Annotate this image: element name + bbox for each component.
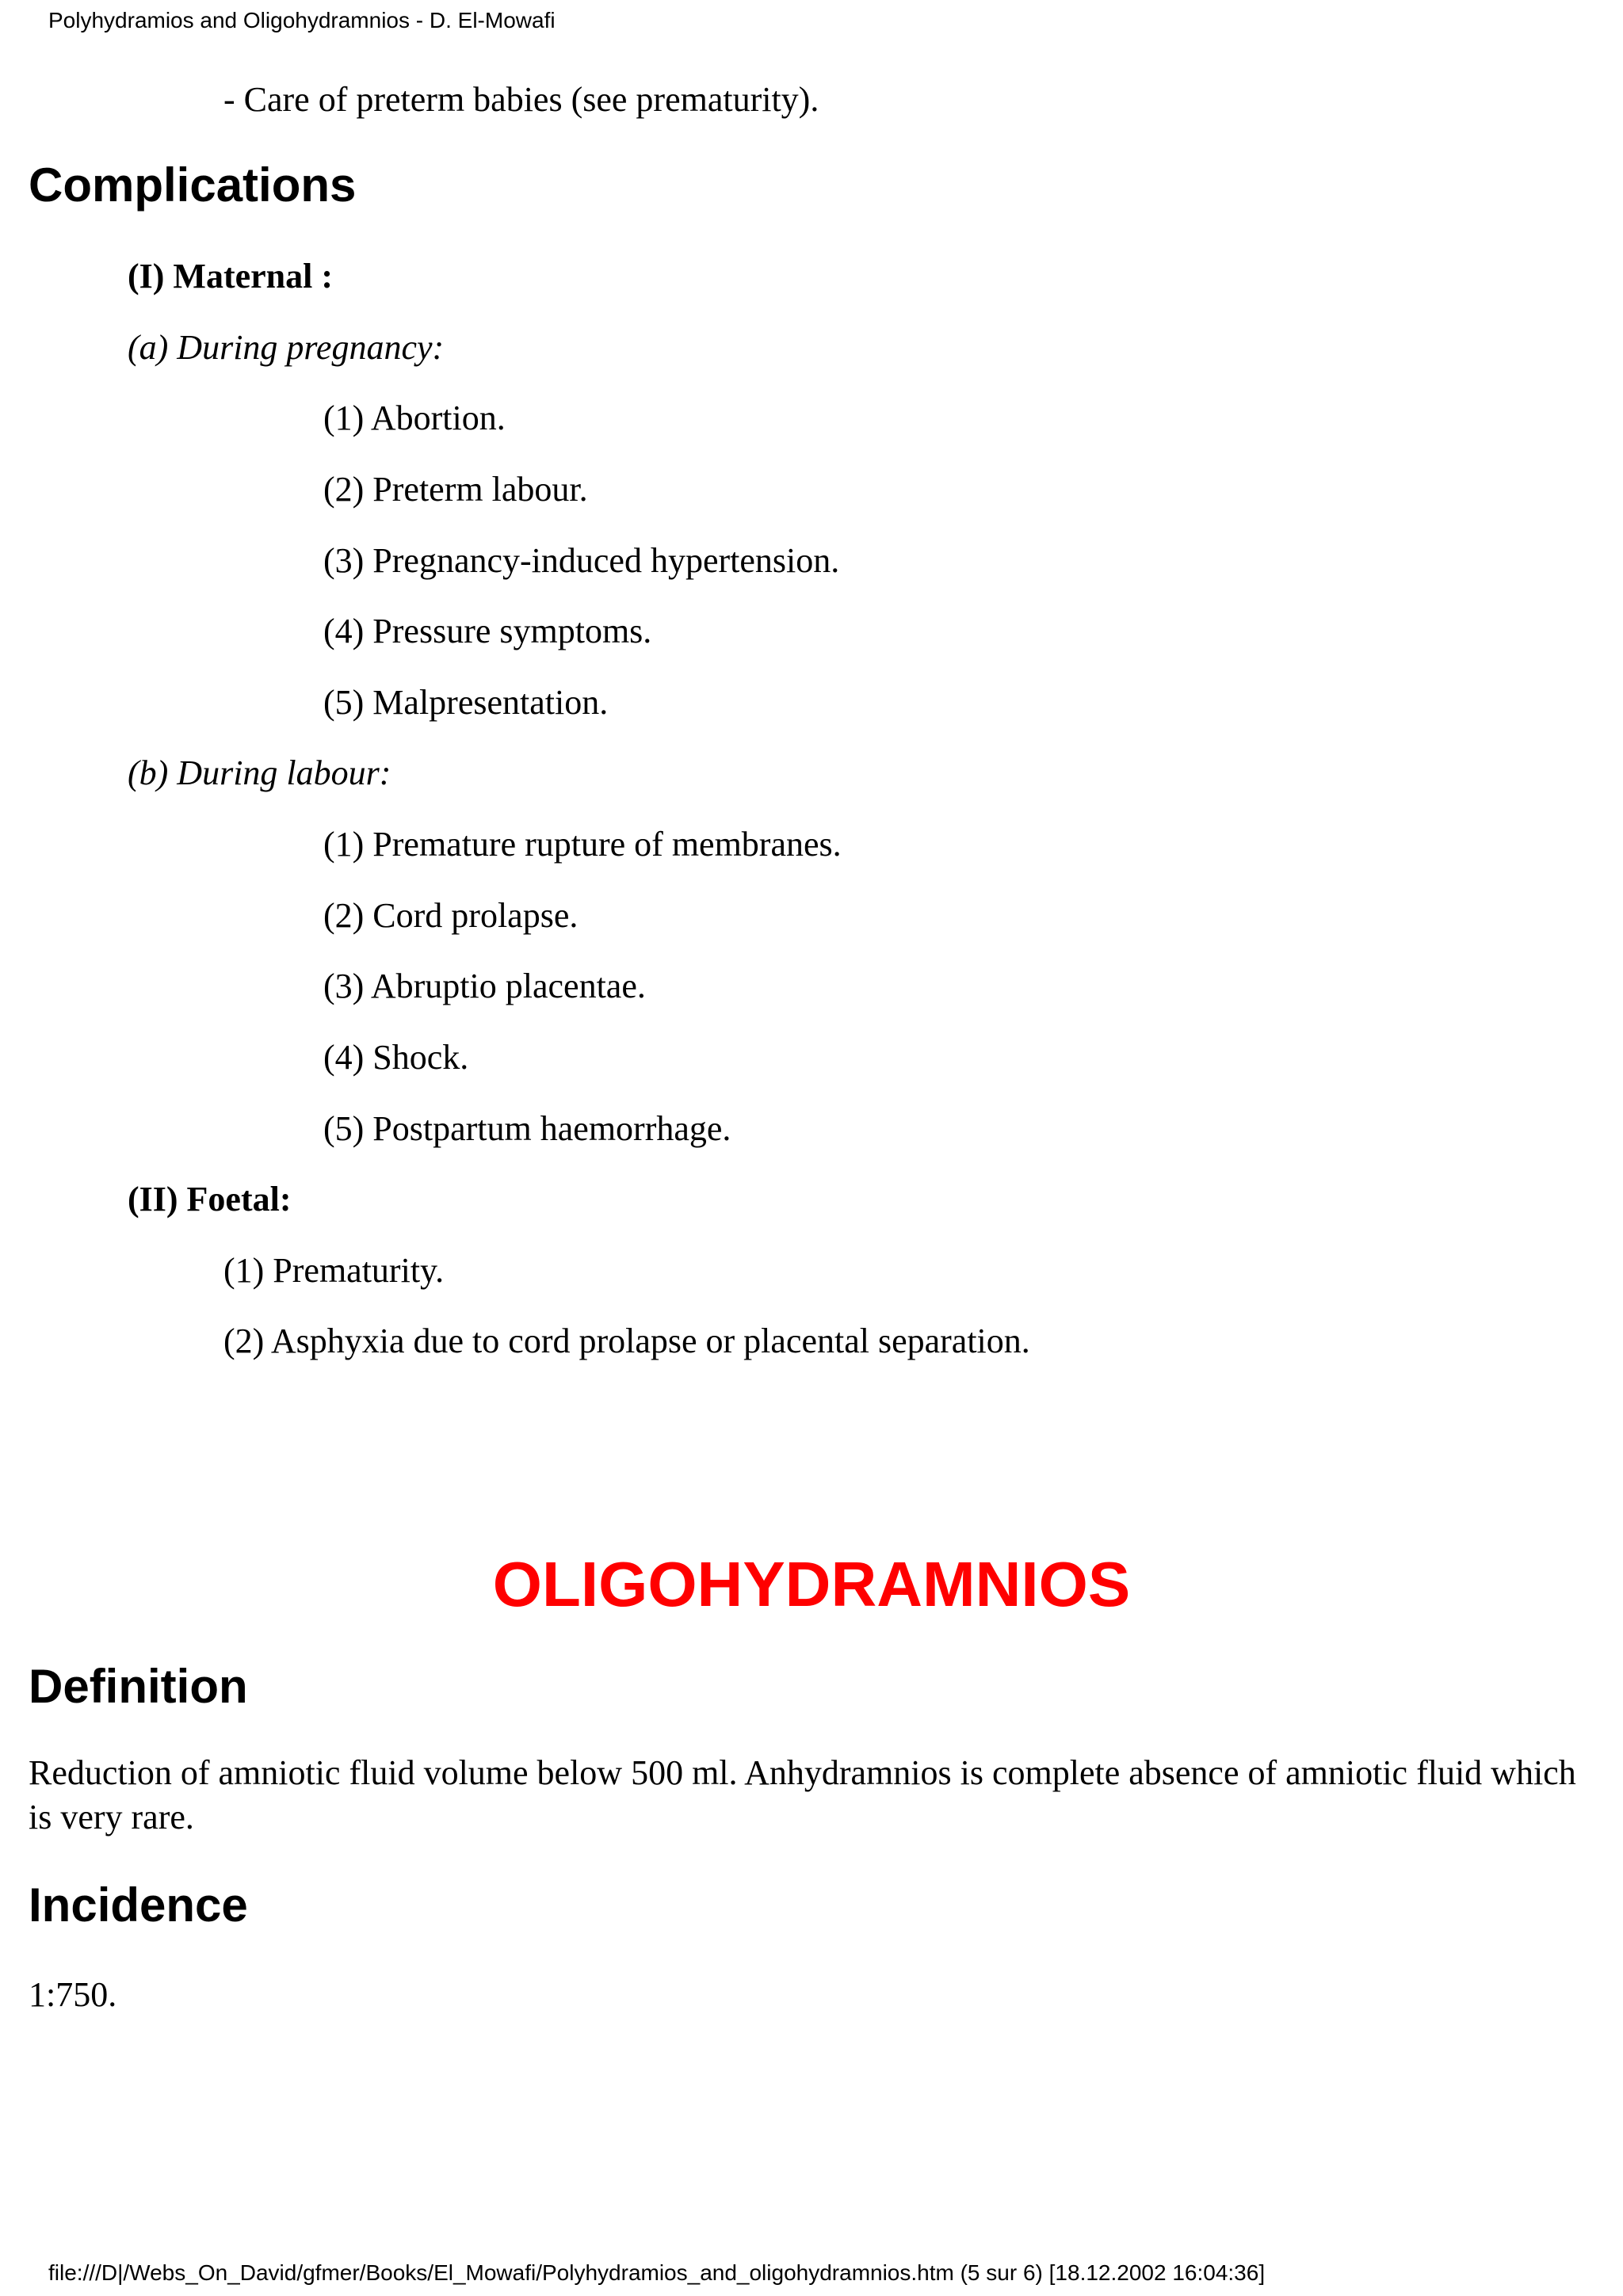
list-item: (2) Cord prolapse. bbox=[323, 896, 579, 935]
list-item: (1) Prematurity. bbox=[223, 1251, 445, 1290]
list-item: (4) Pressure symptoms. bbox=[323, 612, 652, 650]
definition-heading: Definition bbox=[29, 1660, 248, 1713]
during-pregnancy-label: (a) During pregnancy: bbox=[128, 328, 445, 367]
list-item: (5) Postpartum haemorrhage. bbox=[323, 1109, 731, 1148]
maternal-label: (I) Maternal : bbox=[128, 257, 334, 296]
page-footer-path: file:///D|/Webs_On_David/gfmer/Books/El_Mowafi/Polyhydramios_and_oligohydramnios.htm (5 sur 6) [18.12.2002 16:04:36] bbox=[48, 2260, 1266, 2285]
incidence-text: 1:750. bbox=[29, 1975, 117, 2014]
page-header-title: Polyhydramios and Oligohydramnios - D. El-Mowafi bbox=[48, 8, 556, 32]
list-item: (2) Preterm labour. bbox=[323, 470, 588, 509]
section-title: OLIGOHYDRAMNIOS bbox=[492, 1549, 1131, 1619]
foetal-label: (II) Foetal: bbox=[128, 1180, 292, 1219]
list-item: (5) Malpresentation. bbox=[323, 683, 609, 722]
list-item: (3) Pregnancy-induced hypertension. bbox=[323, 541, 840, 580]
complications-heading: Complications bbox=[29, 158, 357, 212]
list-item: (2) Asphyxia due to cord prolapse or placental separation. bbox=[223, 1322, 1030, 1360]
list-item: (1) Abortion. bbox=[323, 399, 506, 437]
definition-text: Reduction of amniotic fluid volume below 500 ml. Anhydramnios is complete absence of amniotic fluid which is very rare. bbox=[29, 1753, 1576, 1836]
incidence-heading: Incidence bbox=[29, 1878, 248, 1932]
list-item: (4) Shock. bbox=[323, 1038, 469, 1077]
during-labour-label: (b) During labour: bbox=[128, 753, 391, 792]
list-item: (3) Abruptio placentae. bbox=[323, 967, 646, 1005]
intro-line: - Care of preterm babies (see prematurity). bbox=[223, 80, 819, 119]
list-item: (1) Premature rupture of membranes. bbox=[323, 825, 842, 864]
